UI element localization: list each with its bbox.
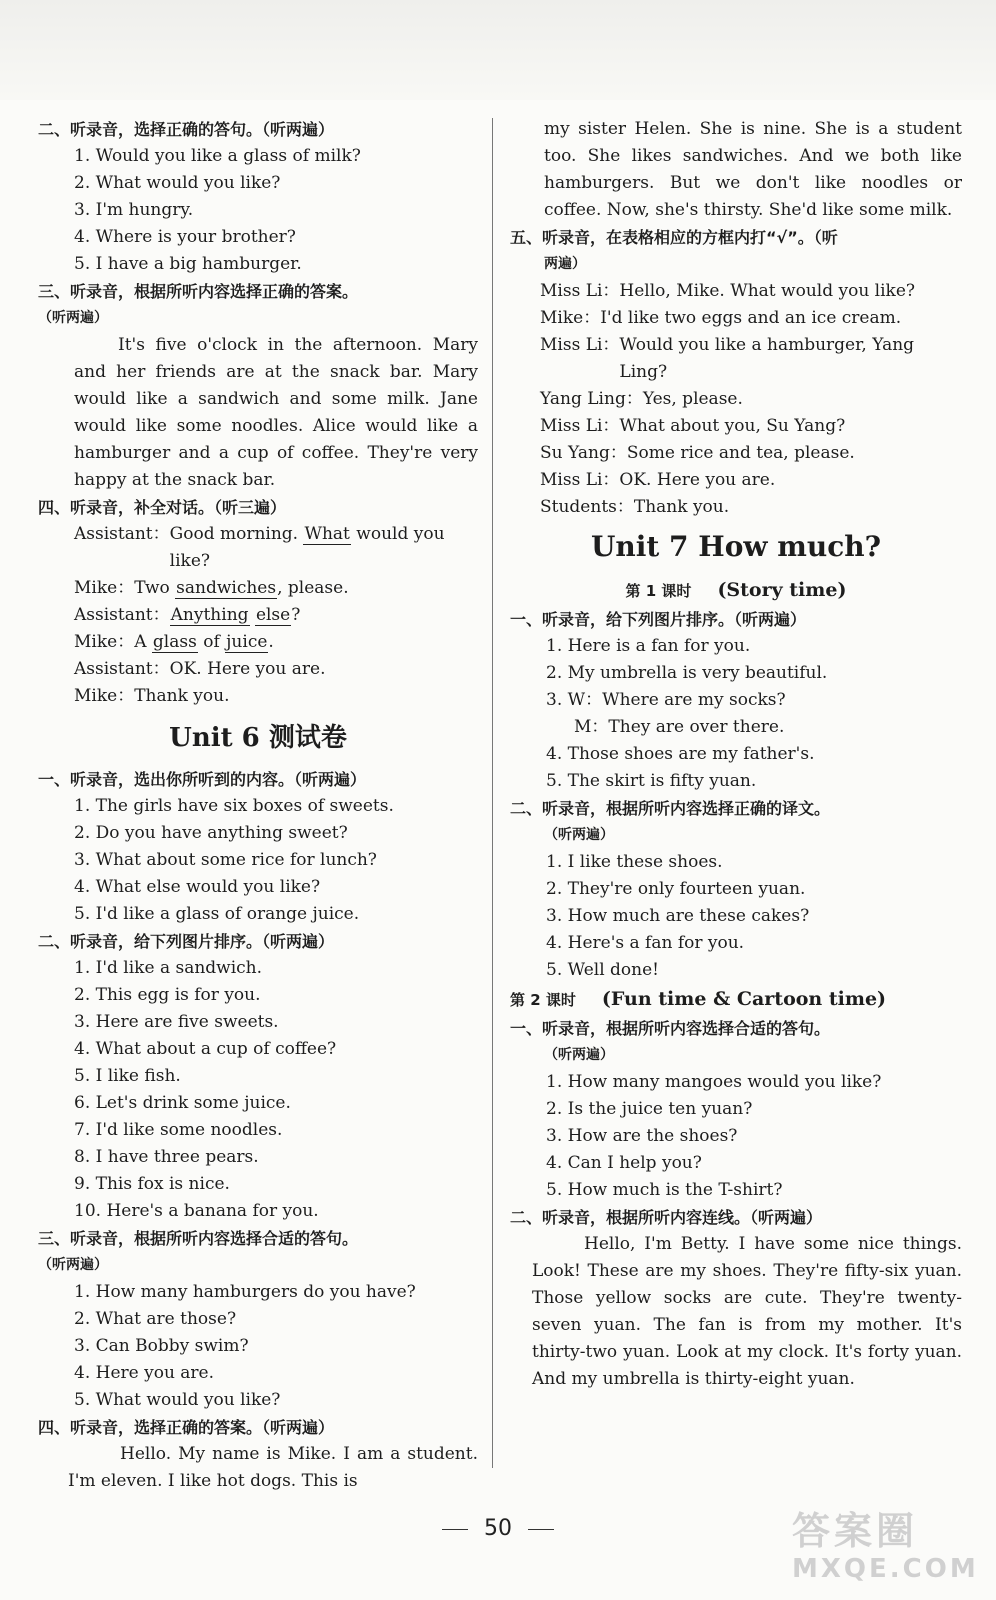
list-item: 3. Can Bobby swim? <box>74 1336 249 1356</box>
list-item: 1. How many mangoes would you like? <box>546 1072 882 1092</box>
right-column <box>510 116 962 1393</box>
dialogue-text: Some rice and tea, please. <box>626 443 855 463</box>
page-number: 50 <box>0 1516 996 1541</box>
dialogue-text: Good morning. What would you like? <box>169 524 445 571</box>
list-item: 2. My umbrella is very beautiful. <box>546 663 828 683</box>
list-item: 4. Here you are. <box>74 1363 215 1383</box>
list-item: 9. This fox is nice. <box>74 1174 230 1194</box>
speaker: Mike： <box>74 632 135 652</box>
list-item: 4. Those shoes are my father's. <box>546 744 815 764</box>
left-column <box>38 116 478 1495</box>
lesson-heading <box>510 575 962 606</box>
list-item: 4. What about a cup of coffee? <box>74 1039 337 1059</box>
passage: my sister Helen. She is nine. She is a student too. She likes sandwiches. And we both like hamburgers. But we don't like noodles or coffee. Now, she's thirsty. She'd like some milk. <box>544 119 962 220</box>
item-list <box>38 143 478 278</box>
list-item: 2. Do you have anything sweet? <box>74 823 348 843</box>
list-item: 3. Here are five sweets. <box>74 1012 279 1032</box>
answer-blank: juice <box>226 632 268 652</box>
speaker: Miss Li： <box>540 281 620 301</box>
dialogue-line <box>38 656 478 683</box>
watermark-logo: 答案圈 MXQE.COM <box>792 1509 979 1584</box>
section-heading: 二、听录音，根据所听内容选择正确的译文。 <box>510 799 831 818</box>
section-heading: 四、听录音，选择正确的答案。（听两遍） <box>38 1418 335 1437</box>
list-item: 5. What would you like? <box>74 1390 281 1410</box>
passage: It's five o'clock in the afternoon. Mary and her friends are at the snack bar. Mary would like a sandwich and some milk. Jane would like some noodles. Alice would like a hamburger and a cup of coffee. They're very happy at the snack bar. <box>74 335 478 490</box>
lesson-label: 第 1 课时 <box>625 582 692 600</box>
section-note: （听两遍） <box>38 310 108 326</box>
dialogue-line <box>510 440 962 467</box>
dialogue-text: Would you like a hamburger, Yang Ling? <box>619 335 915 382</box>
speaker: Yang Ling： <box>540 389 643 409</box>
speaker: Miss Li： <box>540 470 620 490</box>
dialogue-text: Hello, Mike. What would you like? <box>619 281 916 301</box>
list-item: 5. Well done! <box>546 960 660 980</box>
dialogue-line <box>510 494 962 521</box>
speaker: Mike： <box>540 308 601 328</box>
list-item: 3. W：Where are my socks? <box>546 690 786 710</box>
dialogue-text: OK. Here you are. <box>619 470 776 490</box>
section-note: （听两遍） <box>544 827 614 843</box>
list-item: 4. What else would you like? <box>74 877 321 897</box>
section-heading: 一、听录音，选出你所听到的内容。（听两遍） <box>38 770 367 789</box>
list-item: 6. Let's drink some juice. <box>74 1093 291 1113</box>
list-item: 1. How many hamburgers do you have? <box>74 1282 416 1302</box>
list-item: 7. I'd like some noodles. <box>74 1120 283 1140</box>
dialogue-line <box>510 386 962 413</box>
answer-blank: sandwiches <box>176 578 277 598</box>
lesson-label: 第 2 课时 <box>510 991 576 1009</box>
answer-blank: else <box>255 605 291 625</box>
dialogue-text: OK. Here you are. <box>169 659 326 679</box>
dialogue-line <box>510 278 962 305</box>
list-item: 2. This egg is for you. <box>74 985 261 1005</box>
list-item: 5. How much is the T-shirt? <box>546 1180 783 1200</box>
dialogue-line <box>38 575 478 602</box>
speaker: Students： <box>540 497 634 517</box>
list-item: 5. I like fish. <box>74 1066 181 1086</box>
dialogue-line <box>510 467 962 494</box>
list-item: 1. The girls have six boxes of sweets. <box>74 796 394 816</box>
dialogue-text: I'd like two eggs and an ice cream. <box>600 308 902 328</box>
lesson-title: (Story time) <box>717 579 847 601</box>
dialogue-line <box>38 683 478 710</box>
passage: Hello. My name is Mike. I am a student. I'm eleven. I like hot dogs. This is <box>68 1444 478 1491</box>
dialogue-line <box>38 602 478 629</box>
list-item: 1. Here is a fan for you. <box>546 636 751 656</box>
list-item: 8. I have three pears. <box>74 1147 259 1167</box>
section-heading: 二、听录音，根据所听内容连线。（听两遍） <box>510 1208 823 1227</box>
dialogue-text: Two sandwiches, please. <box>134 578 349 598</box>
speaker: Assistant： <box>74 605 170 625</box>
answer-blank: Anything <box>170 605 249 625</box>
list-item: 2. They're only fourteen yuan. <box>546 879 806 899</box>
section-heading: 三、听录音，根据所听内容选择合适的答句。 <box>38 1229 359 1248</box>
passage: Hello, I'm Betty. I have some nice things. Look! These are my shoes. They're fifty-six yuan. Those yellow socks are cute. They're twenty-seven yuan. The fan is from my mother. It's thirty-two yuan. Look at my clock. It's forty yuan. And my umbrella is thirty-eight yuan. <box>532 1234 962 1389</box>
list-item: 2. What are those? <box>74 1309 237 1329</box>
dialogue-text: What about you, Su Yang? <box>619 416 846 436</box>
speaker: Su Yang： <box>540 443 627 463</box>
dialogue-line <box>510 305 962 332</box>
section-heading: 五、听录音，在表格相应的方框内打“√”。（听 <box>510 228 838 247</box>
answer-blank: What <box>304 524 350 544</box>
dialogue-text: A glass of juice. <box>134 632 274 652</box>
section-heading: 二、听录音，选择正确的答句。（听两遍） <box>38 120 335 139</box>
list-item: 4. Can I help you? <box>546 1153 702 1173</box>
section-heading: 一、听录音，根据所听内容选择合适的答句。 <box>510 1019 831 1038</box>
list-item: 3. How much are these cakes? <box>546 906 810 926</box>
speaker: Assistant： <box>74 659 170 679</box>
list-item: 10. Here's a banana for you. <box>74 1201 319 1221</box>
column-divider <box>492 118 493 1468</box>
list-item: 3. How are the shoes? <box>546 1126 738 1146</box>
list-item: 4. Here's a fan for you. <box>546 933 745 953</box>
lesson-heading <box>510 984 962 1015</box>
list-item: 1. I like these shoes. <box>546 852 723 872</box>
dialogue-text: Yes, please. <box>642 389 743 409</box>
list-item: 1. Would you like a glass of milk? <box>74 146 361 166</box>
section-note: 两遍） <box>544 256 586 272</box>
speaker: Miss Li： <box>540 335 620 355</box>
section-heading: 一、听录音，给下列图片排序。（听两遍） <box>510 610 807 629</box>
list-item: M：They are over there. <box>574 717 785 737</box>
list-item: 2. Is the juice ten yuan? <box>546 1099 753 1119</box>
speaker: Mike： <box>74 578 135 598</box>
unit-title: Unit 7 How much? <box>590 530 882 563</box>
section-note: （听两遍） <box>544 1047 614 1063</box>
list-item: 5. The skirt is fifty yuan. <box>546 771 757 791</box>
dialogue-line <box>510 413 962 440</box>
speaker: Mike： <box>74 686 135 706</box>
dialogue-line <box>38 521 478 575</box>
dialogue-text: Thank you. <box>134 686 230 706</box>
dialogue-line <box>510 332 962 386</box>
speaker: Assistant： <box>74 524 170 544</box>
speaker: Miss Li： <box>540 416 620 436</box>
page-header-band <box>0 0 996 100</box>
list-item: 3. I'm hungry. <box>74 200 194 220</box>
list-item: 2. What would you like? <box>74 173 281 193</box>
test-title: Unit 6 测试卷 <box>169 723 347 753</box>
list-item: 1. I'd like a sandwich. <box>74 958 263 978</box>
dialogue-text: Anything else? <box>170 605 301 625</box>
section-note: （听两遍） <box>38 1257 108 1273</box>
section-heading: 二、听录音，给下列图片排序。（听两遍） <box>38 932 335 951</box>
list-item: 3. What about some rice for lunch? <box>74 850 377 870</box>
list-item: 5. I have a big hamburger. <box>74 254 302 274</box>
list-item: 5. I'd like a glass of orange juice. <box>74 904 360 924</box>
list-item: 4. Where is your brother? <box>74 227 296 247</box>
section-heading: 四、听录音，补全对话。（听三遍） <box>38 498 287 517</box>
section-heading: 三、听录音，根据所听内容选择正确的答案。 <box>38 282 359 301</box>
dialogue-text: Thank you. <box>633 497 730 517</box>
answer-blank: glass <box>152 632 197 652</box>
lesson-title: (Fun time & Cartoon time) <box>601 988 887 1010</box>
dialogue-line <box>38 629 478 656</box>
